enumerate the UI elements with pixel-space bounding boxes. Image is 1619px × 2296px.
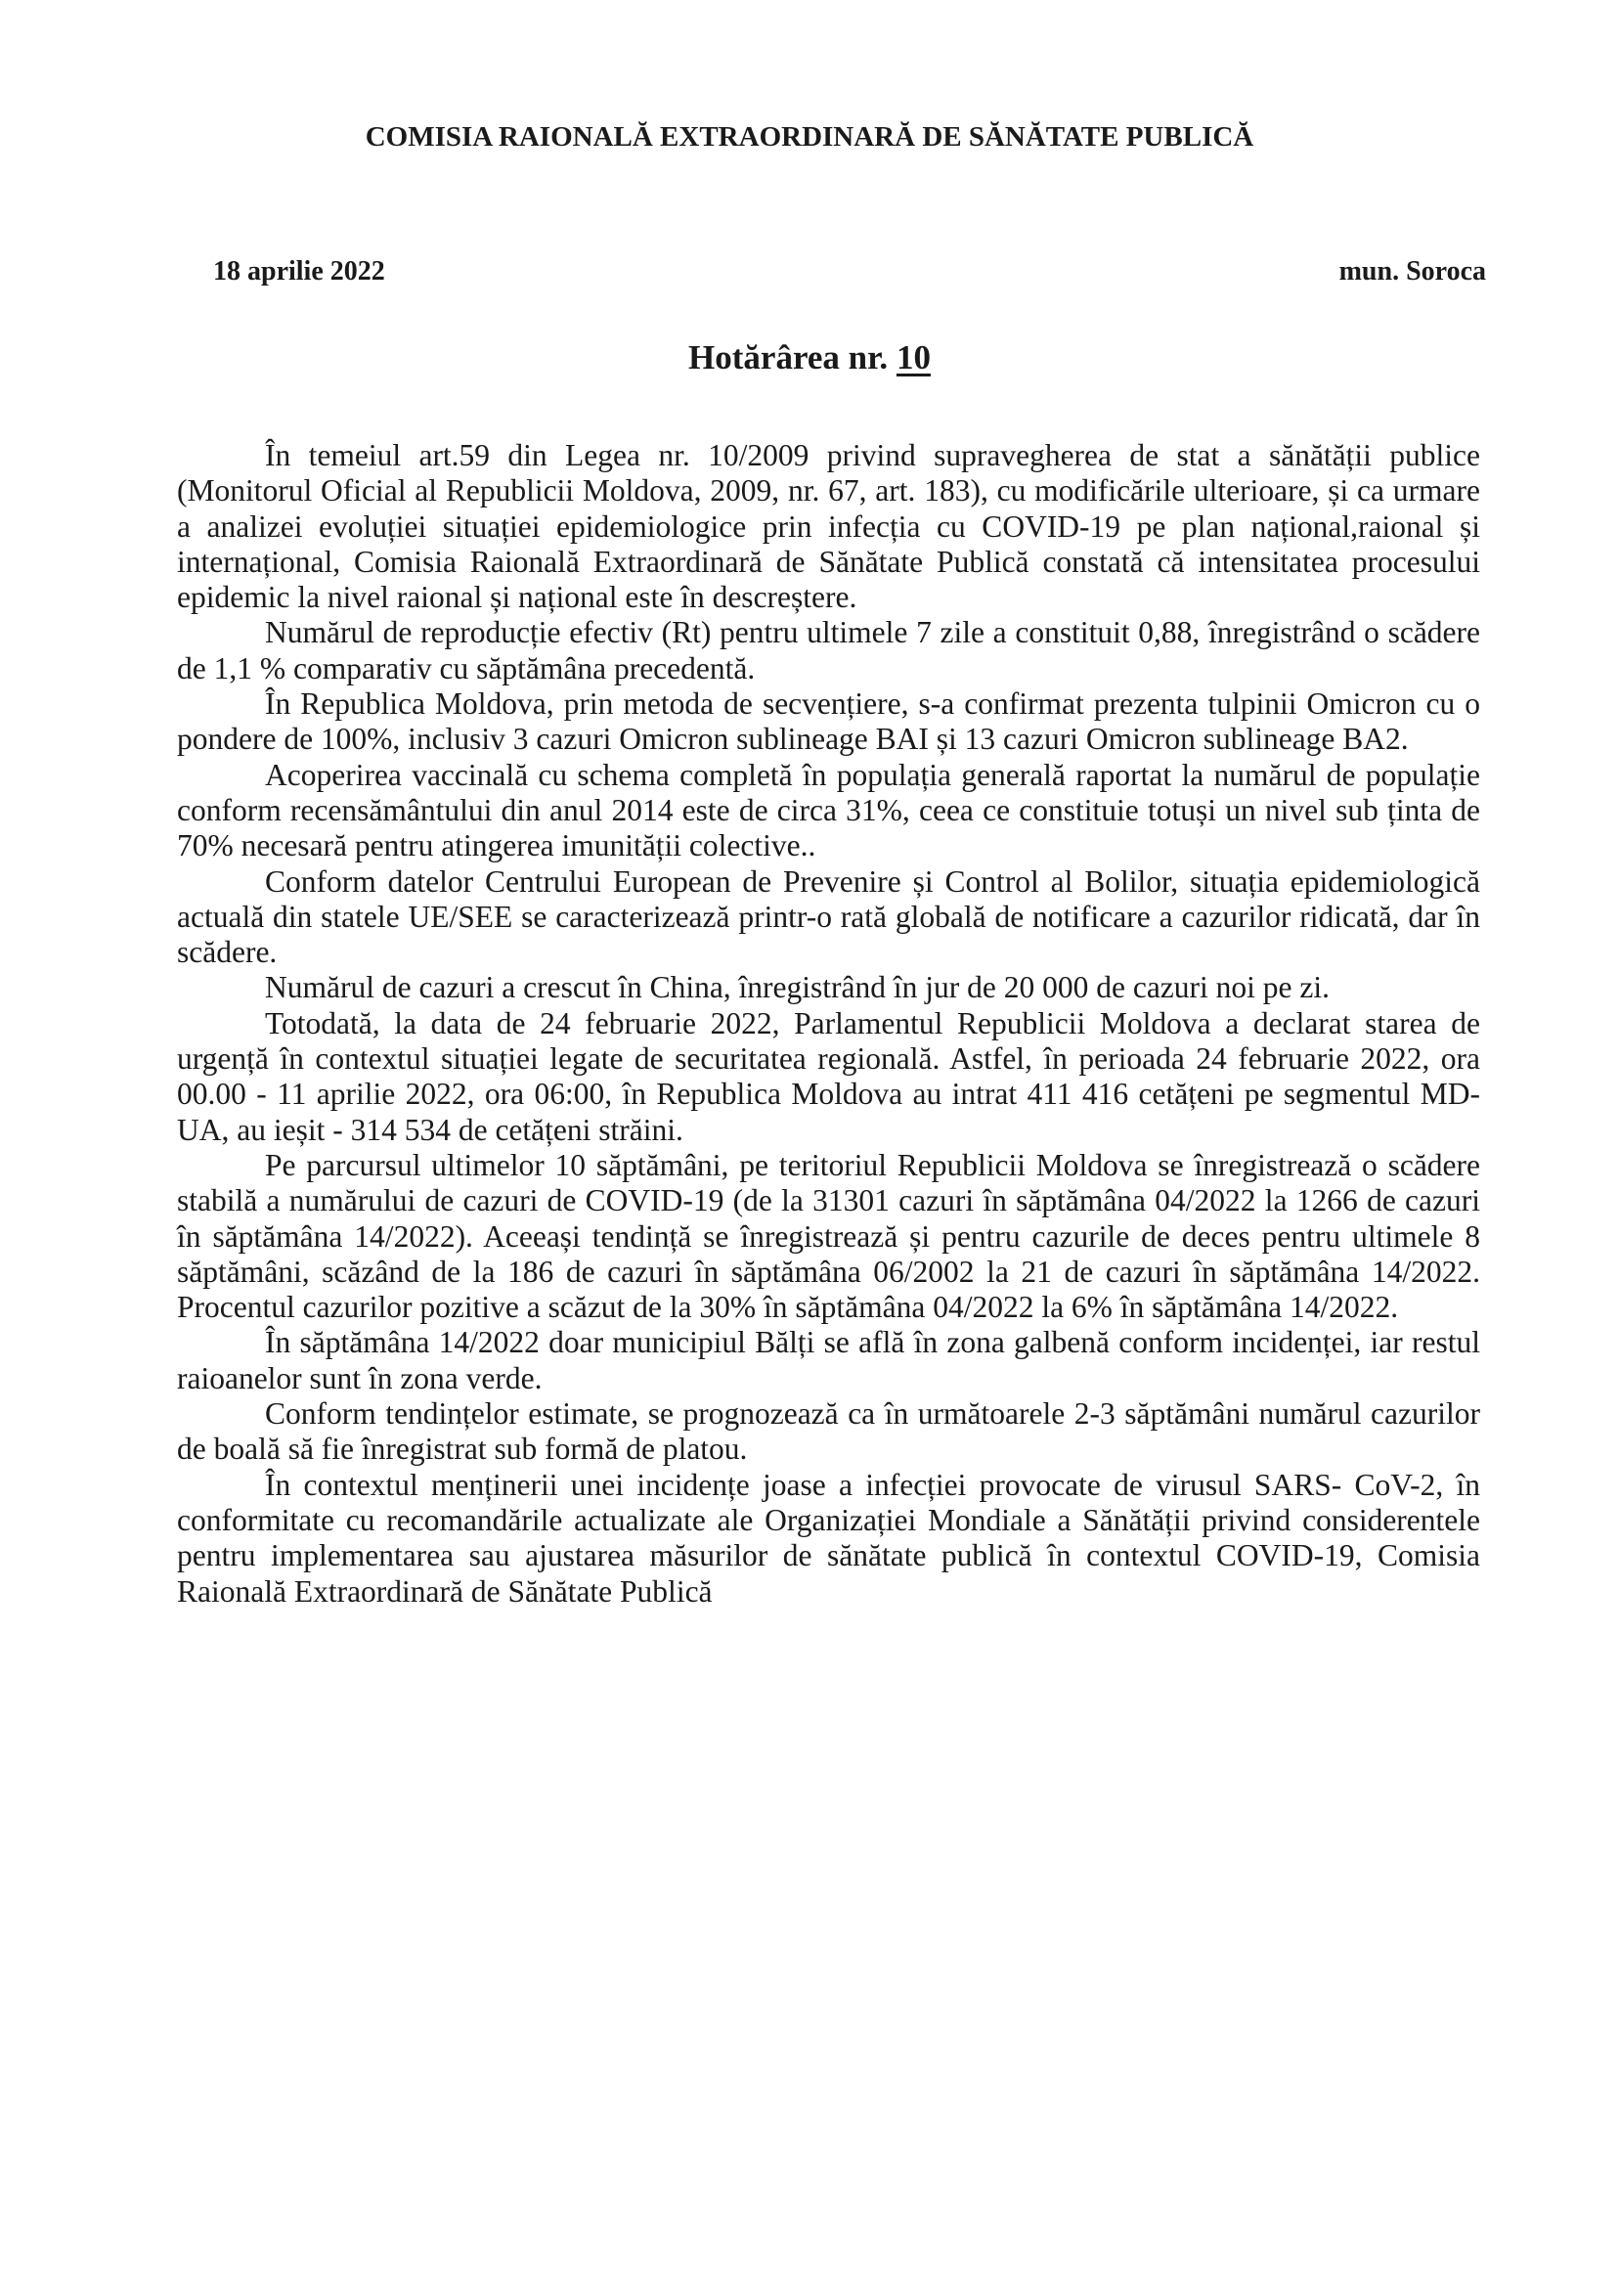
paragraph-legal-basis: În temeiul art.59 din Legea nr. 10/2009 privind supravegherea de stat a sănătății publice (Monitorul Oficial al Republicii Moldova, 2009, nr. 67, art. 183), cu modificările ulterioare, și ca urmare a analizei evoluției situației epidemiologice prin infecția cu COVID-19 pe plan național,raional și internațional, Comisia Raională Extraordinară de Sănătate Publică constată că intensitatea procesului epidemic la nivel raional și național este în descreștere. <box>177 438 1480 615</box>
document-body <box>177 438 1480 1610</box>
paragraph-reproduction-number: Numărul de reproducție efectiv (Rt) pentru ultimele 7 zile a constituit 0,88, înregistrând o scădere de 1,1 % comparativ cu săptămâna precedentă. <box>177 615 1480 685</box>
paragraph-case-trend: Pe parcursul ultimelor 10 săptămâni, pe teritoriul Republicii Moldova se înregistrează o scădere stabilă a numărului de cazuri de COVID-19 (de la 31301 cazuri în săptămâna 04/2022 la 1266 de cazuri în săptămâna 14/2022). Aceeași tendință se înregistrează și pentru cazurile de deces pentru ultimele 8 săptămâni, scăzând de la 186 de cazuri în săptămâna 06/2002 la 21 de cazuri în săptămâna 14/2022. Procentul cazurilor pozitive a scăzut de la 30% în săptămâna 04/2022 la 6% în săptămâna 14/2022. <box>177 1147 1480 1325</box>
decision-heading <box>0 338 1619 377</box>
decision-number: 10 <box>896 338 931 376</box>
document-date: 18 aprilie 2022 <box>213 256 385 287</box>
institution-title: COMISIA RAIONALĂ EXTRAORDINARĂ DE SĂNĂTATE PUBLICĂ <box>365 121 1254 153</box>
paragraph-forecast: Conform tendințelor estimate, se prognozează ca în următoarele 2-3 săptămâni numărul cazurilor de boală să fie înregistrat sub formă de platou. <box>177 1396 1480 1467</box>
paragraph-context: În contextul menținerii unei incidențe joase a infecției provocate de virusul SARS- CoV-2, în conformitate cu recomandările actualizate ale Organizației Mondiale a Sănătății privind considerentele pentru implementarea sau ajustarea măsurilor de sănătate publică în contextul COVID-19, Comisia Raională Extraordinară de Sănătate Publică <box>177 1467 1480 1609</box>
paragraph-zones: În săptămâna 14/2022 doar municipiul Bălți se află în zona galbenă conform incidenței, iar restul raioanelor sunt în zona verde. <box>177 1325 1480 1395</box>
paragraph-omicron: În Republica Moldova, prin metoda de secvențiere, s-a confirmat prezenta tulpinii Omicron cu o pondere de 100%, inclusiv 3 cazuri Omicron sublineage BAI și 13 cazuri Omicron sublineage BA2. <box>177 686 1480 757</box>
document-place: mun. Soroca <box>1338 256 1486 287</box>
decision-label: Hotărârea nr. <box>688 338 897 376</box>
paragraph-ecdc: Conform datelor Centrului European de Prevenire și Control al Bolilor, situația epidemiologică actuală din statele UE/SEE se caracterizează printr-o rată globală de notificare a cazurilor ridicată, dar în scădere. <box>177 863 1480 970</box>
paragraph-vaccination: Acoperirea vaccinală cu schema completă în populația generală raportat la numărul de populație conform recensământului din anul 2014 este de circa 31%, ceea ce constituie totuși un nivel sub ținta de 70% necesară pentru atingerea imunității colective.. <box>177 757 1480 863</box>
paragraph-china: Numărul de cazuri a crescut în China, înregistrând în jur de 20 000 de cazuri noi pe zi. <box>265 970 1330 1005</box>
paragraph-state-of-emergency: Totodată, la data de 24 februarie 2022, Parlamentul Republicii Moldova a declarat starea de urgență în contextul situației legate de securitatea regională. Astfel, în perioada 24 februarie 2022, ora 00.00 - 11 aprilie 2022, ora 06:00, în Republica Moldova au intrat 411 416 cetățeni pe segmentul MD-UA, au ieșit - 314 534 de cetățeni străini. <box>177 1005 1480 1147</box>
